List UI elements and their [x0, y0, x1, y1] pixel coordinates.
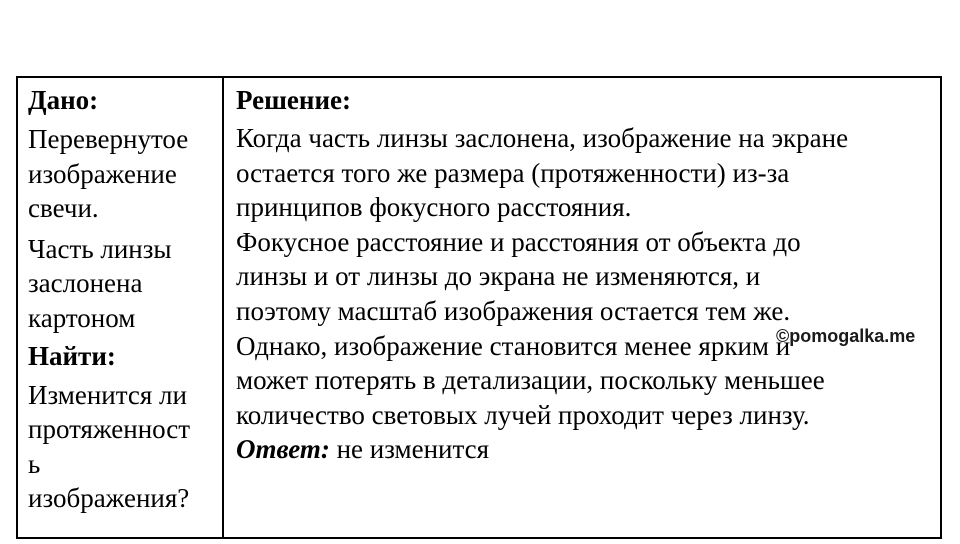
find-question: Изменится ли протяженност ь изображения? [28, 379, 191, 514]
answer-line [236, 432, 940, 467]
given-item-1: Перевернутое изображение свечи. [28, 124, 189, 224]
solution-column [224, 78, 940, 537]
answer-label: Ответ: [236, 434, 330, 465]
given-heading: Дано: [28, 85, 99, 115]
given-column [18, 78, 224, 537]
given-item-2: Часть линзы заслонена картоном [28, 233, 172, 333]
answer-value: не изменится [329, 434, 490, 465]
task-table [16, 76, 942, 539]
solution-text: Когда часть линзы заслонена, изображение на экране остается того же размера (протяженности) из-за принципов фокусного расстояния. Фокусное расстояние и расстояния от объекта до линзы и от линзы до экрана не изменяются, и поэтому масштаб изображения остается тем же. Однако, изображение становится менее ярким и может потерять в детализации, поскольку меньшее количество световых лучей проходит через линзу. [236, 123, 849, 430]
solution-heading: Решение: [236, 85, 351, 115]
find-heading: Найти: [28, 340, 116, 371]
watermark: ©pomogalka.me [776, 326, 916, 346]
